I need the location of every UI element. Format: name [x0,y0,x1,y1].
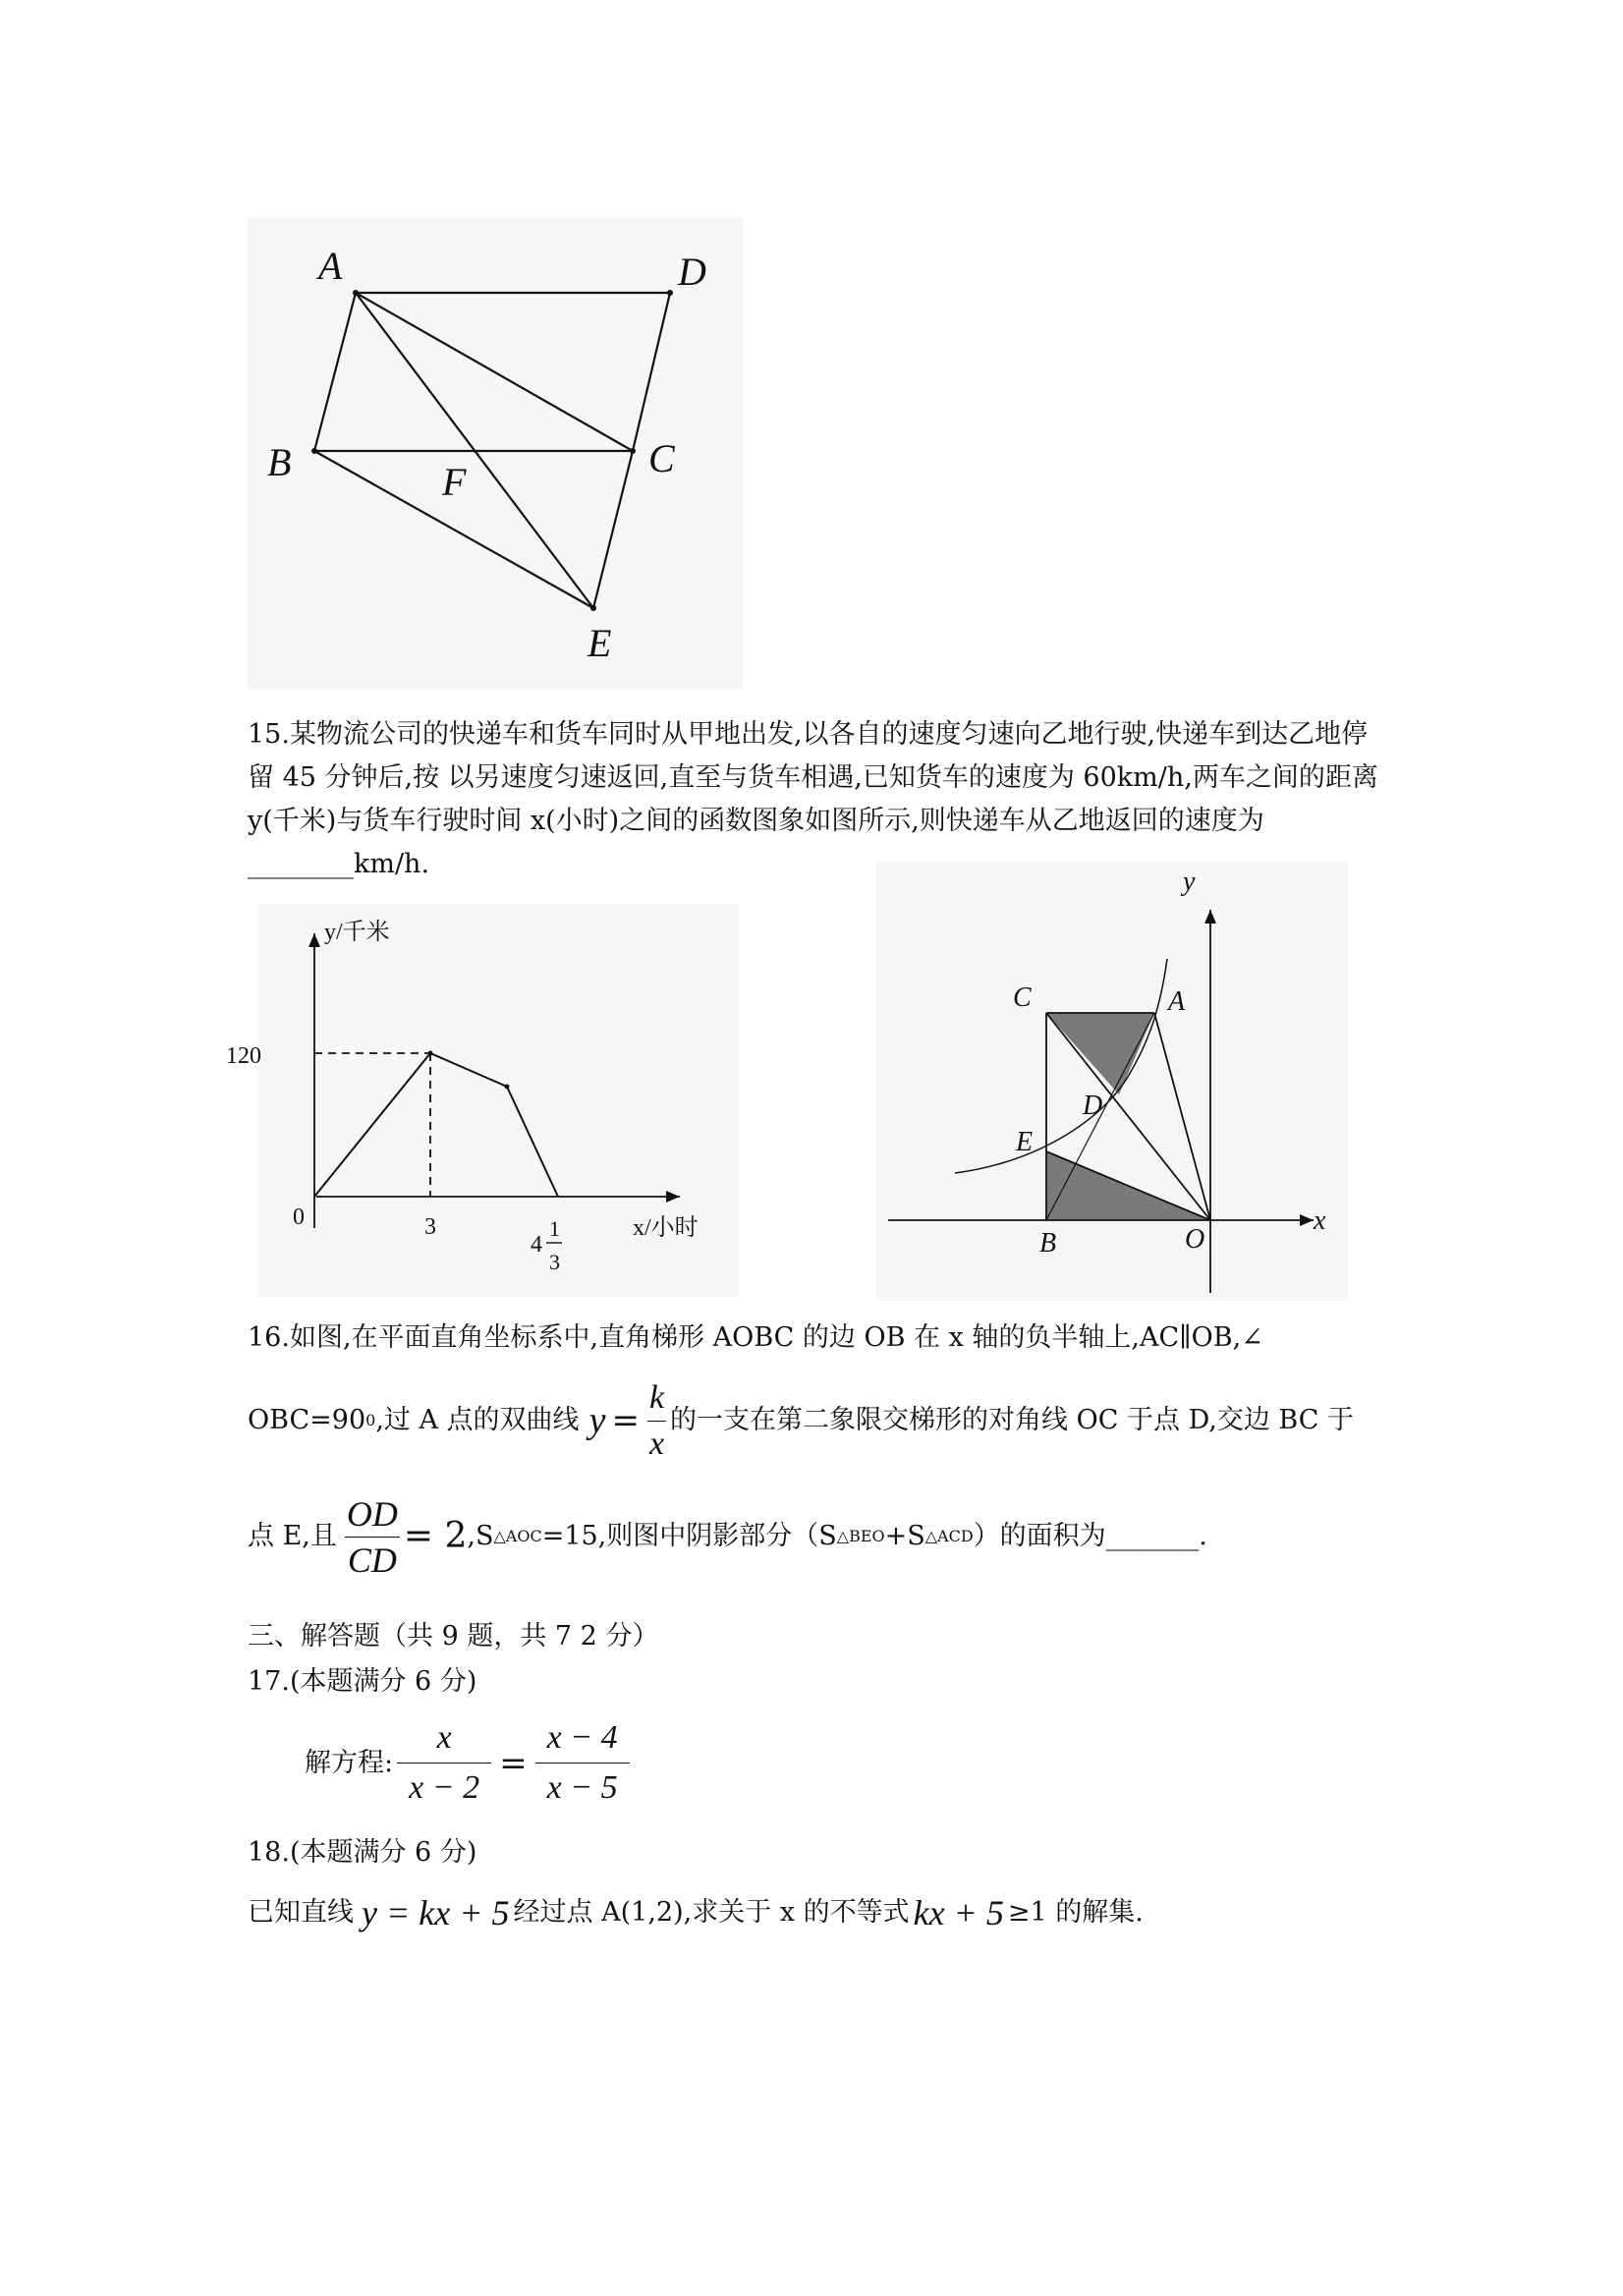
q16-frac-den: CD [347,1540,397,1580]
tick-frac-den: 3 [549,1250,560,1274]
q16-line2: OBC=90 0 ,过 A 点的双曲线 y = $\frac{k}{x}$ 的一支在第二象限交梯形的对角线 OC 于点 D,交边 BC 于 [248,1366,1387,1476]
q18-a: 已知直线 [248,1897,354,1928]
q16-s1: S [475,1521,494,1551]
figure-quadrilateral [248,218,743,690]
question-16 [248,1316,1387,1592]
q16-ratio-fraction [345,1491,400,1583]
q16-s2sub: △BEO [836,1527,885,1545]
q17-heading: 17.(本题满分 6 分) [248,1666,477,1697]
q16-p2a: OBC=90 [248,1405,366,1435]
q15-blank: ________ [248,849,354,879]
q15-text: 15.某物流公司的快递车和货车同时从甲地出发,以各自的速度匀速向乙地行驶,快递车到达乙地停留 45 分钟后,按 以另速度匀速返回,直至与货车相遇,已知货车的速度为 60km/h,两车之间的距离 y(千米)与货车行驶时间 x(小时)之间的函数图象如图所示,则快递车从乙地返回的速度为 [248,719,1378,836]
figure-distance-time-graph [218,904,739,1297]
q17-ld: x − 2 [409,1769,480,1806]
q16-s1sub: △AOC [493,1527,542,1545]
q16-eq-y: y [588,1400,606,1441]
q16-tail: ）的面积为 [973,1521,1106,1551]
q17-rn: x − 4 [535,1713,630,1764]
q16-p2b: ,过 A 点的双曲线 [375,1405,580,1435]
axis-y-label: y/千米 [324,920,390,945]
q16-end: . [1199,1521,1207,1551]
q16-p2sup: 0 [365,1411,376,1429]
point-D: D [1083,1091,1103,1121]
tick-4: 4 [531,1232,542,1258]
q16-hyperbola-fraction [647,1375,666,1467]
q17-left-fraction [397,1713,491,1813]
figure-trapezoid-hyperbola [876,861,1348,1301]
q16-s1val: =15,则图中阴影部分（S [541,1521,837,1551]
point-C: C [1013,982,1032,1013]
tick-3: 3 [424,1214,436,1240]
q16-s3sub: △ACD [924,1527,974,1545]
q16-line1 [248,1316,1387,1360]
label-E: E [588,621,612,665]
q17-rd: x − 5 [546,1769,618,1806]
q17-equation: 解方程: $\frac{x}{x - 2}$ = $\frac{x - 4}{x - 5}$ [305,1713,1444,1813]
tick-120: 120 [226,1043,261,1069]
tick-origin: 0 [293,1204,305,1230]
point-O: O [1185,1224,1205,1255]
q17-right-fraction [535,1713,630,1813]
q17-ln: x [397,1713,491,1764]
q18-eq2: kx + 5 [913,1893,1004,1932]
point-B: B [1039,1228,1057,1259]
tick-frac-num: 1 [549,1216,560,1241]
q18-heading: 18.(本题满分 6 分) [248,1837,477,1868]
q18-eq1: y = kx + 5 [362,1893,510,1932]
point-A: A [1168,986,1186,1017]
q16-eq2: = 2 [403,1516,468,1556]
label-B: B [267,440,292,484]
axis-x: x [1314,1205,1326,1236]
q16-line3: 点 E,且 $\frac{OD}{CD}$ = 2 , S △AOC =15,则图中阴影部分（S △BEO +S △ACD ）的面积为 _______ . [248,1482,1387,1592]
q15-unit: km/h. [354,849,430,879]
q18-body [248,1888,1387,1937]
q16-blank: _______ [1105,1521,1200,1551]
q16-p1: 16.如图,在平面直角坐标系中,直角梯形 AOBC 的边 OB 在 x 轴的负半轴上,AC∥OB,∠ [248,1322,1263,1353]
point-E: E [1016,1127,1034,1157]
label-A: A [318,244,343,288]
q17-label: 解方程: [305,1747,394,1778]
q16-eq-x: x [648,1425,665,1462]
label-D: D [678,250,706,294]
q16-plus: +S [884,1521,925,1551]
q16-p2c: 的一支在第二象限交梯形的对角线 OC 于点 D,交边 BC 于 [670,1405,1355,1435]
axis-x-label: x/小时 [633,1215,699,1241]
q18-c: ≥1 的解集. [1007,1897,1144,1928]
section-heading: 三、解答题（共 9 题，共 7 2 分） [248,1621,659,1652]
q16-eq-k: k [647,1375,666,1422]
axis-y: y [1183,867,1196,897]
label-F: F [442,460,467,504]
q16-p3a: 点 E,且 [248,1521,337,1551]
q18-b: 经过点 A(1,2),求关于 x 的不等式 [513,1897,910,1928]
q16-frac-num: OD [345,1491,400,1538]
label-C: C [648,436,675,480]
